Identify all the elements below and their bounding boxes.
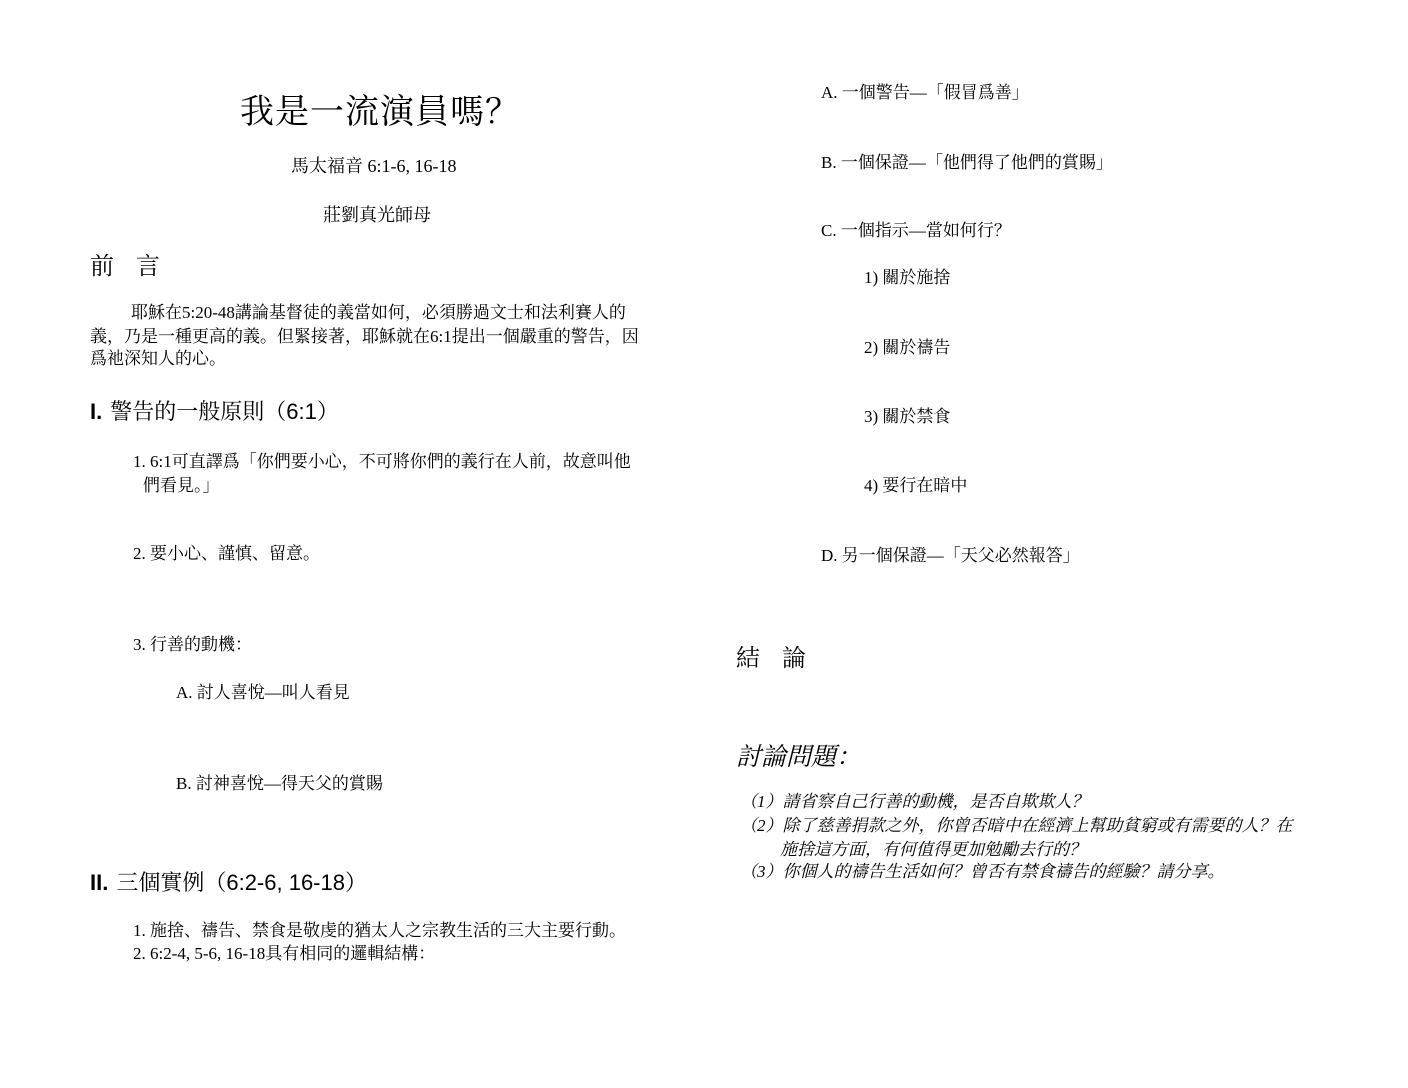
question-1: （1）請省察自己行善的動機，是否自欺欺人？ (740, 792, 1089, 811)
section-2-number: II. (90, 870, 109, 895)
scripture-reference: 馬太福音 6:1-6, 16-18 (291, 156, 457, 176)
section-2-item-2: 2. 6:2-4, 5-6, 16-18具有相同的邏輯結構： (133, 944, 436, 963)
section-2-title: 三個實例（6:2-6, 16-18） (116, 870, 367, 895)
point-c: C. 一個指示—當如何行？ (821, 221, 1011, 240)
conclusion-heading: 結 論 (736, 646, 814, 672)
question-2-line-1: （2）除了慈善捐款之外，你曾否暗中在經濟上幫助貧窮或有需要的人？在 (740, 816, 1293, 835)
section-1-heading (90, 395, 339, 426)
item-3b: B. 討神喜悅—得天父的賞賜 (176, 774, 383, 793)
point-c-3: 3) 關於禁食 (864, 407, 951, 426)
intro-line-1: 耶穌在5:20-48講論基督徒的義當如何，必須勝過文士和法利賽人的 (131, 303, 626, 322)
page-title: 我是一流演員嗎？ (240, 94, 520, 131)
point-c-4: 4) 要行在暗中 (864, 476, 968, 495)
author-name: 莊劉真光師母 (323, 205, 431, 225)
point-a: A. 一個警告—「假冒爲善」 (821, 83, 1029, 102)
question-3: （3）你個人的禱告生活如何？曾否有禁食禱告的經驗？請分享。 (740, 862, 1225, 881)
intro-line-3: 爲祂深知人的心。 (90, 349, 226, 368)
item-3a: A. 討人喜悅—叫人看見 (176, 683, 350, 702)
intro-heading: 前 言 (90, 254, 168, 280)
item-2: 2. 要小心、謹慎、留意。 (133, 544, 320, 563)
item-1-line-2: 們看見。」 (143, 476, 220, 495)
item-3: 3. 行善的動機： (133, 635, 252, 654)
question-2-line-2: 施捨這方面，有何值得更加勉勵去行的？ (780, 840, 1086, 859)
section-2-heading (90, 866, 367, 897)
section-2-item-1: 1. 施捨、禱告、禁食是敬虔的猶太人之宗教生活的三大主要行動。 (133, 921, 626, 940)
point-d: D. 另一個保證—「天父必然報答」 (821, 546, 1080, 565)
item-1-line-1: 1. 6:1可直譯爲「你們要小心，不可將你們的義行在人前，故意叫他 (133, 452, 631, 471)
point-c-1: 1) 關於施捨 (864, 268, 951, 287)
section-1-title: 警告的一般原則（6:1） (110, 399, 339, 424)
intro-line-2: 義，乃是一種更高的義。但緊接著，耶穌就在6:1提出一個嚴重的警告，因 (90, 327, 639, 346)
discussion-heading: 討論問題： (736, 744, 862, 771)
section-1-number: I. (90, 399, 103, 424)
point-c-2: 2) 關於禱告 (864, 338, 951, 357)
point-b: B. 一個保證—「他們得了他們的賞賜」 (821, 153, 1113, 172)
